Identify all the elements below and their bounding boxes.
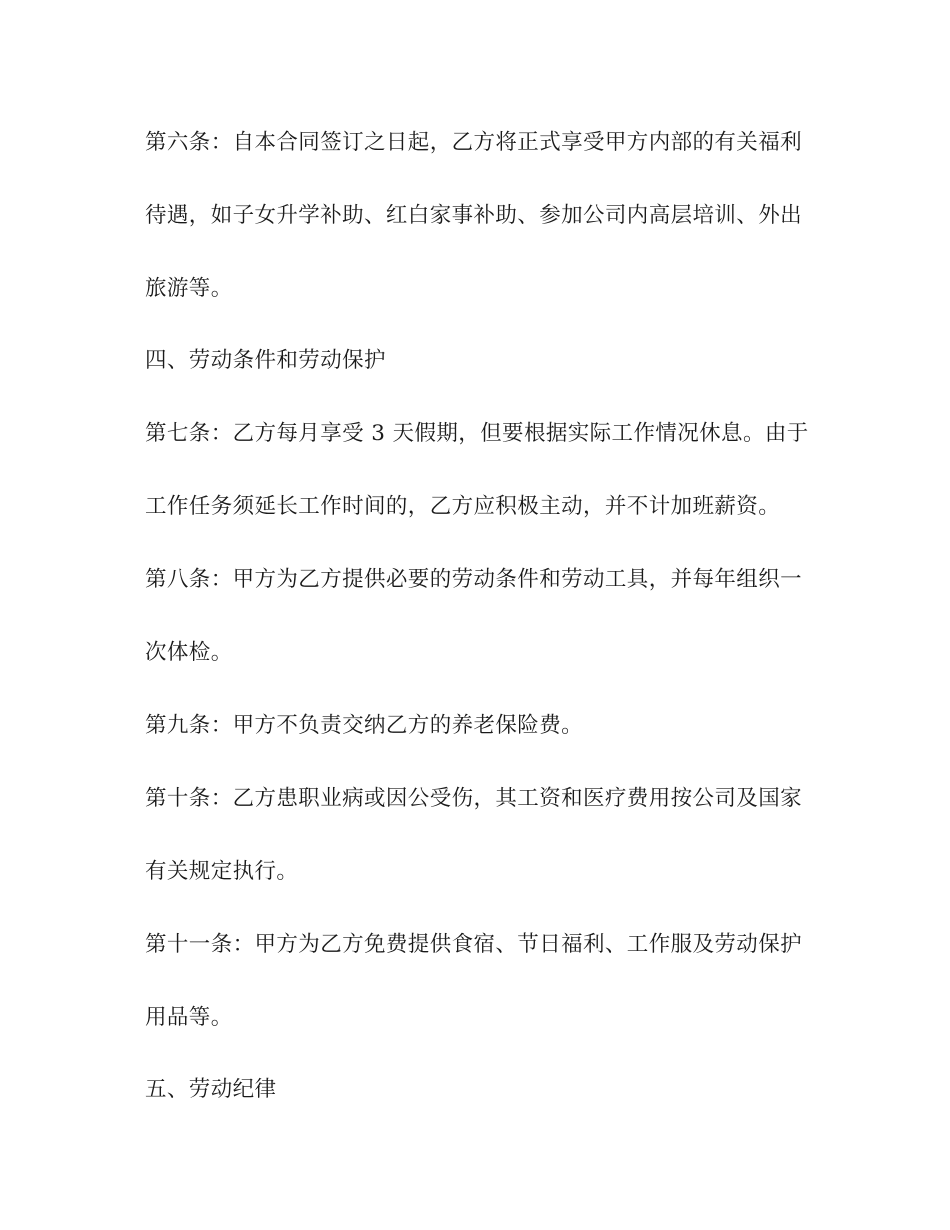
article-6-line-1: 第六条：自本合同签订之日起，乙方将正式享受甲方内部的有关福利 — [145, 130, 803, 155]
section-4-heading: 四、劳动条件和劳动保护 — [145, 348, 386, 373]
article-7-line-2: 工作任务须延长工作时间的，乙方应积极主动，并不计加班薪资。 — [145, 494, 781, 519]
article-8-line-2: 次体检。 — [145, 640, 233, 665]
article-10-line-1: 第十条：乙方患职业病或因公受伤，其工资和医疗费用按公司及国家 — [145, 786, 803, 811]
article-11-line-1: 第十一条：甲方为乙方免费提供食宿、节日福利、工作服及劳动保护 — [145, 932, 803, 957]
article-7-line-1: 第七条：乙方每月享受 3 天假期，但要根据实际工作情况休息。由于 — [145, 421, 809, 446]
article-9-line-1: 第九条：甲方不负责交纳乙方的养老保险费。 — [145, 713, 584, 738]
section-5-heading: 五、劳动纪律 — [145, 1077, 277, 1102]
article-6-line-2: 待遇，如子女升学补助、红白家事补助、参加公司内高层培训、外出 — [145, 203, 803, 228]
article-6-line-3: 旅游等。 — [145, 276, 233, 301]
article-11-line-2: 用品等。 — [145, 1005, 233, 1030]
article-10-line-2: 有关规定执行。 — [145, 859, 299, 884]
article-8-line-1: 第八条：甲方为乙方提供必要的劳动条件和劳动工具，并每年组织一 — [145, 567, 803, 592]
